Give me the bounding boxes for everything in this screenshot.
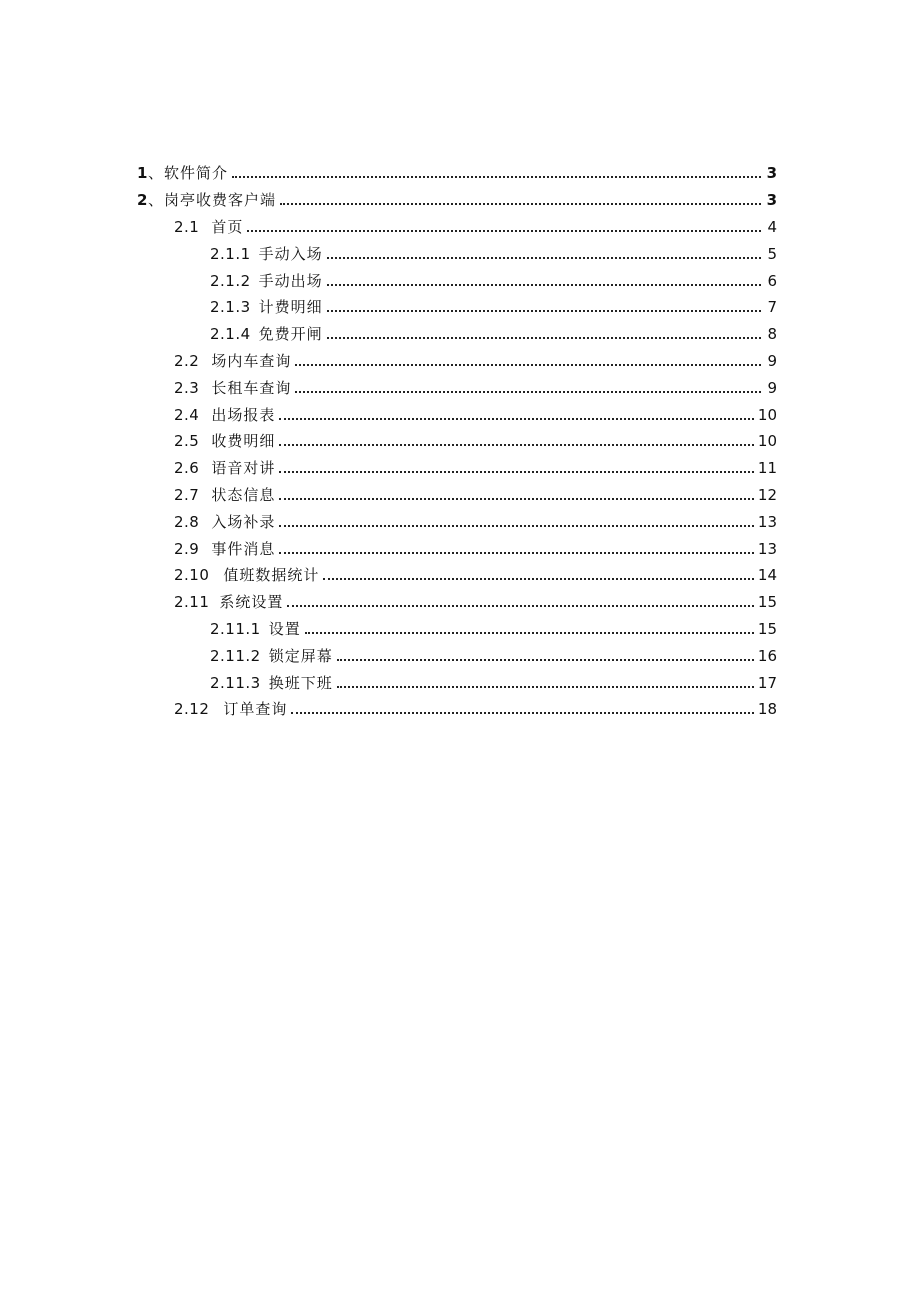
- toc-entry-2-7[interactable]: [0, 482, 920, 509]
- toc-page-number: 9: [767, 378, 777, 397]
- toc-entry-2-11[interactable]: [0, 589, 920, 616]
- toc-number: 2.11.3: [210, 673, 261, 692]
- toc-title: 手动入场: [258, 244, 323, 263]
- toc-title: 系统设置: [219, 593, 284, 612]
- toc-number: 2.1.2: [210, 271, 251, 290]
- toc-entry-2-11-2[interactable]: [0, 642, 920, 669]
- dot-leader: [327, 244, 761, 264]
- toc-number: 2: [137, 191, 148, 210]
- toc-title: 状态信息: [211, 485, 276, 504]
- toc-page-number: 14: [757, 566, 777, 585]
- dot-leader: [279, 431, 754, 451]
- toc-number: 2.1: [174, 217, 200, 236]
- toc-page-number: 10: [757, 432, 777, 451]
- dot-leader: [295, 351, 761, 371]
- toc-title: 出场报表: [211, 405, 276, 424]
- toc-number: 2.1.3: [210, 298, 251, 317]
- toc-page-number: 8: [767, 325, 777, 344]
- toc-entry-2-12[interactable]: [0, 696, 920, 723]
- toc-number: 2.4: [174, 405, 200, 424]
- dot-leader: [327, 297, 761, 317]
- toc-entry-2-1[interactable]: [0, 214, 920, 241]
- dot-leader: [323, 565, 753, 585]
- dot-leader: [291, 699, 753, 719]
- toc-number: 1: [137, 164, 148, 183]
- toc-title: 长租车查询: [211, 378, 292, 397]
- toc-page-number: 12: [757, 485, 777, 504]
- toc-number: 2.10: [174, 566, 210, 585]
- toc-number: 2.1.1: [210, 244, 251, 263]
- toc-page-number: 15: [757, 619, 777, 638]
- toc-title: 手动出场: [258, 271, 323, 290]
- toc-page-number: 9: [767, 351, 777, 370]
- toc-page-number: 18: [757, 700, 777, 719]
- toc-number: 2.6: [174, 459, 200, 478]
- toc-number: 2.7: [174, 485, 200, 504]
- toc-number: 2.11: [174, 593, 210, 612]
- dot-leader: [247, 217, 761, 237]
- dot-leader: [327, 271, 761, 291]
- dot-leader: [280, 190, 761, 210]
- dot-leader: [279, 539, 754, 559]
- toc-number: 2.11.1: [210, 619, 261, 638]
- toc-title: 语音对讲: [211, 459, 276, 478]
- toc-page-number: 6: [767, 271, 777, 290]
- toc-entry-2-6[interactable]: [0, 455, 920, 482]
- toc-number: 2.8: [174, 512, 200, 531]
- toc-title: 收费明细: [211, 432, 276, 451]
- toc-entry-2-5[interactable]: [0, 428, 920, 455]
- toc-title: 、软件简介: [147, 164, 228, 183]
- toc-entry-2-9[interactable]: [0, 535, 920, 562]
- dot-leader: [279, 485, 754, 505]
- toc-entry-2-1-3[interactable]: [0, 294, 920, 321]
- dot-leader: [279, 458, 754, 478]
- toc-page-number: 10: [757, 405, 777, 424]
- toc-title: 、岗亭收费客户端: [147, 191, 276, 210]
- toc-entry-2-8[interactable]: [0, 508, 920, 535]
- dot-leader: [279, 405, 754, 425]
- toc-entry-2-3[interactable]: [0, 374, 920, 401]
- toc-entry-2-2[interactable]: [0, 348, 920, 375]
- toc-title: 订单查询: [223, 700, 288, 719]
- toc-page-number: 5: [767, 244, 777, 263]
- toc-title: 值班数据统计: [223, 566, 320, 585]
- dot-leader: [337, 673, 754, 693]
- toc-number: 2.9: [174, 539, 200, 558]
- toc-entry-2-1-2[interactable]: [0, 267, 920, 294]
- dot-leader: [327, 324, 761, 344]
- toc-title: 首页: [211, 217, 244, 236]
- dot-leader: [337, 646, 754, 666]
- table-of-contents: [0, 160, 920, 723]
- toc-number: 2.12: [174, 700, 210, 719]
- toc-page-number: 13: [757, 539, 777, 558]
- toc-number: 2.3: [174, 378, 200, 397]
- toc-page-number: 16: [757, 646, 777, 665]
- dot-leader: [287, 592, 753, 612]
- toc-entry-2[interactable]: [0, 187, 920, 214]
- toc-title: 计费明细: [258, 298, 323, 317]
- toc-page-number: 3: [766, 191, 777, 210]
- dot-leader: [279, 512, 754, 532]
- toc-title: 入场补录: [211, 512, 276, 531]
- dot-leader: [295, 378, 761, 398]
- toc-number: 2.2: [174, 351, 200, 370]
- toc-page-number: 11: [757, 459, 777, 478]
- toc-entry-2-1-1[interactable]: [0, 240, 920, 267]
- toc-page-number: 3: [766, 164, 777, 183]
- toc-title: 场内车查询: [211, 351, 292, 370]
- toc-title: 设置: [268, 619, 301, 638]
- toc-page-number: 17: [757, 673, 777, 692]
- toc-entry-2-10[interactable]: [0, 562, 920, 589]
- toc-title: 锁定屏幕: [268, 646, 333, 665]
- toc-number: 2.11.2: [210, 646, 261, 665]
- toc-entry-2-11-1[interactable]: [0, 616, 920, 643]
- toc-number: 2.1.4: [210, 325, 251, 344]
- toc-title: 换班下班: [268, 673, 333, 692]
- toc-number: 2.5: [174, 432, 200, 451]
- dot-leader: [305, 619, 754, 639]
- dot-leader: [232, 163, 761, 183]
- toc-entry-2-11-3[interactable]: [0, 669, 920, 696]
- toc-title: 事件消息: [211, 539, 276, 558]
- toc-page-number: 4: [767, 217, 777, 236]
- toc-page-number: 7: [767, 298, 777, 317]
- toc-page-number: 13: [757, 512, 777, 531]
- toc-entry-2-4[interactable]: [0, 401, 920, 428]
- toc-entry-1[interactable]: [0, 160, 920, 187]
- toc-title: 免费开闸: [258, 325, 323, 344]
- toc-page-number: 15: [757, 593, 777, 612]
- toc-entry-2-1-4[interactable]: [0, 321, 920, 348]
